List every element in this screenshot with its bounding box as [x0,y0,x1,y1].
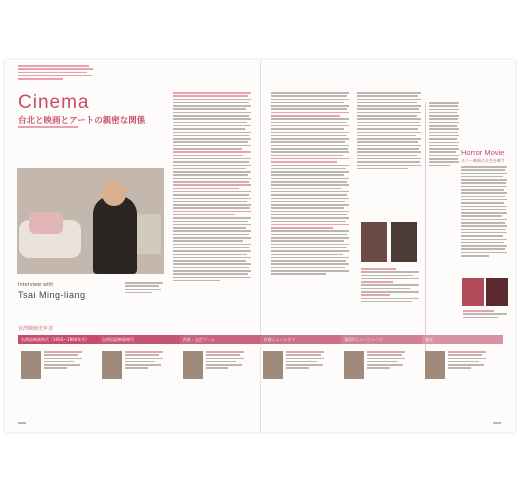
sidebar-text [461,166,507,258]
article-title: Cinema [18,92,90,113]
timeline-film-thumbnail [425,351,445,379]
timeline-cells [18,347,503,387]
interview-label: Interview with [18,282,54,288]
timeline-cell-text [44,351,82,371]
timeline-film-thumbnail [183,351,203,379]
film-still-caption [361,268,419,304]
interview-photo [17,168,164,274]
sidebar-title: Horror Movie [461,148,505,157]
horror-poster-1 [462,278,484,306]
credits-line [18,126,78,129]
body-column-1 [173,92,251,283]
timeline-period-4: 台湾ニューシネマ [260,335,341,344]
timeline-film-thumbnail [21,351,41,379]
horror-poster-2 [486,278,508,306]
timeline-cell-text [206,351,244,371]
timeline-cell-1 [18,347,99,387]
film-still-2 [391,222,417,262]
timeline-period-6: 現在 [422,335,503,344]
sidebar-column-text [429,102,459,168]
timeline-period-1: 台湾語映画時代（1955〜1960年代） [18,335,99,344]
sidebar-subtitle: ホラー映画は社会を映す [461,158,505,163]
column-divider [425,102,426,357]
timeline-cell-5 [341,347,422,387]
timeline-period-5: 第2次ニューウェーブ [341,335,422,344]
body-column-2 [271,92,349,277]
timeline-cell-text [448,351,486,371]
timeline-heading: 台湾映画史年表 [18,326,54,332]
timeline-cell-2 [99,347,180,387]
body-column-3 [357,92,421,171]
timeline-film-thumbnail [102,351,122,379]
timeline-cell-text [367,351,405,371]
page-number-right [493,422,501,425]
timeline-cell-6 [422,347,503,387]
film-still-1 [361,222,387,262]
timeline-cell-3 [180,347,261,387]
horror-poster-caption [463,310,507,320]
interviewee-name: Tsai Ming-liang [18,290,86,300]
page-number-left [18,422,26,425]
timeline-band [18,335,503,344]
timeline-cell-text [286,351,324,371]
magazine-spread [5,60,515,432]
timeline-cell-text [125,351,163,371]
timeline-period-3: 武侠・文芸ブーム [180,335,261,344]
timeline-film-thumbnail [344,351,364,379]
timeline-period-2: 台湾国語映画時代 [99,335,180,344]
article-subtitle: 台北と映画とアートの親密な関係 [18,116,146,126]
photo-caption [125,282,163,295]
timeline-film-thumbnail [263,351,283,379]
timeline-cell-4 [260,347,341,387]
intro-text [18,65,93,81]
